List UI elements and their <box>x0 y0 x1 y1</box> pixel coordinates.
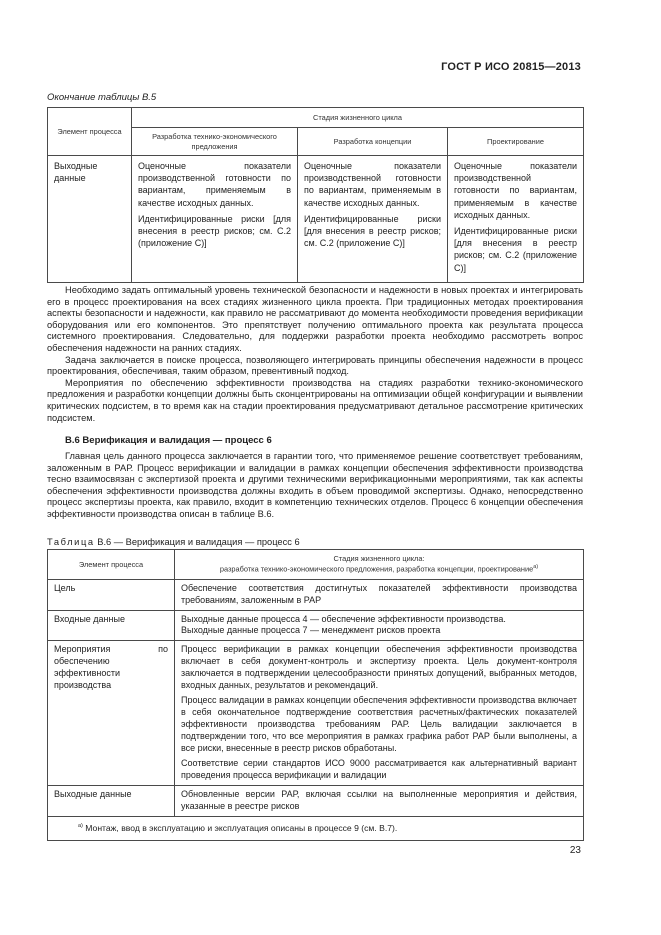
table-b5-cell-text: Идентифицированные риски [для внесения в реестр рисков; см. С.2 (приложение С)] <box>138 213 291 249</box>
table-b5 <box>47 107 584 283</box>
table-b6-row-label: Выходные данные <box>48 785 175 816</box>
table-b5-cell-text: Идентифицированные риски [для внесения в реестр рисков; см. С.2 (приложение С)] <box>454 226 578 273</box>
table-b6-footnote <box>48 816 584 841</box>
table-b6-header-stage-title: Стадия жизненного цикла: <box>333 554 425 564</box>
table-b5-subheader: Разработка концепции <box>298 128 448 156</box>
table-b6-header-stage-sub-text: разработка технико-экономического предложения, разработка концепции, проектирование <box>219 564 534 574</box>
table-b6-cell-text: Обновленные версии РАР, включая ссылки на выполненные мероприятия и действия, указанные в реестре рисков <box>181 788 577 811</box>
table-b5-cell <box>132 156 298 283</box>
table-b5-header-stage: Стадия жизненного цикла <box>132 108 584 128</box>
table-b6-cell <box>175 785 584 816</box>
paragraph: Необходимо задать оптимальный уровень технической безопасности и надежности в новых проектах и интегрировать его в процесс проектирования на всех стадиях жизненного цикла проекта. При традиционных методах проектирования аспекты безопасности и надежности, как правило не рассматривают до момента необходимости проведения верификации оборудования или его компонентов. Это препятствует получению оптимального проекта как результата процесса системного проектирования. Следовательно, для поддержки разработки проекта необходимо рассмотреть вопрос обеспечения надежности на ранних стадиях. <box>47 285 583 353</box>
page-number: 23 <box>569 845 581 856</box>
table-b5-subheader: Разработка технико-экономического предложения <box>132 128 298 156</box>
table-b6-cell <box>175 580 584 611</box>
section-text-block <box>47 451 583 521</box>
paragraph: Мероприятия по обеспечению эффективности производства на стадиях разработки технико-экономического предложения и разработки концепции должны быть сконцентрированы на оптимизации общей конфигурации и выявлении критических подсистем, в то время как на стадии проектирования предусматривают детальное рассмотрение критических подсистем. <box>47 377 583 423</box>
table-b5-cell <box>448 156 584 283</box>
table-b5-cell-text: Идентифицированные риски [для внесения в реестр рисков; см. С.2 (приложение С)] <box>304 213 441 249</box>
table-b6-cell-text: Выходные данные процесса 4 — обеспечение эффективности производства. <box>181 613 506 624</box>
table-b6-header-stage-sub <box>181 564 577 574</box>
table-b6-row-label: Цель <box>48 580 175 611</box>
table-b6-caption-label: Таблица <box>47 537 95 547</box>
table-b6-caption-text: В.6 — Верификация и валидация — процесс 6 <box>97 537 300 547</box>
table-b6-header-element: Элемент процесса <box>48 550 175 580</box>
table-b6-cell-text: Соответствие серии стандартов ИСО 9000 рассматривается как альтернативный вариант проведения процесса верификации и валидации <box>181 758 577 781</box>
table-b5-subheader: Проектирование <box>448 128 584 156</box>
table-b5-cell-text: Оценочные показатели производственной готовности по вариантам, применяемым в качестве исходных данных. <box>304 161 441 208</box>
paragraph: Главная цель данного процесса заключается в гарантии того, что применяемое решение соответствует требованиям, заложенным в РАР. Процесс верификации и валидации в рамках концепции обеспечения эффективности производства тесно взаимосвязан с экспертизой проекта и другими техническими верификационными мероприятиями, так как аспекты обеспечения эффективности производства должны входить в объем проводимой экспертизы. Однако, непосредственно процесс экспертизы проекта, как правило, входит в компетенцию технических отделов. Процесс 6 концепции обеспечения эффективности производства описан в таблице В.6. <box>47 451 583 519</box>
paragraph: Задача заключается в поиске процесса, позволяющего интегрировать принципы обеспечения надежности в процесс проектирования, обеспечивая, таким образом, превентивный подход. <box>47 354 583 377</box>
table-b5-cell-text: Оценочные показатели производственной готовности по вариантам, применяемым в качестве исходных данных. <box>138 161 291 208</box>
table-b6-row-label: Входные данные <box>48 610 175 641</box>
table-b5-caption: Окончание таблицы В.5 <box>47 92 157 103</box>
table-b6 <box>47 549 584 841</box>
footnote-marker: а) <box>78 822 83 829</box>
footnote-marker: а) <box>533 564 539 571</box>
table-b6-row-label: Мероприятия по обеспечению эффективности производства <box>48 641 175 786</box>
table-b6-cell <box>175 610 584 641</box>
table-b5-cell <box>298 156 448 283</box>
body-text-block <box>47 285 583 424</box>
table-b6-cell-text: Процесс валидации в рамках концепции обеспечения эффективности производства включает в себя окончательное подтверждение соответствия расчетных/фактических показателей эффективности производства требованиям РАР. Цель валидации заключается в подтверждении того, что все мероприятия в рамках графика работ РАР были выполнены, а все риски, внесенные в реестр рисков обработаны. <box>181 695 577 753</box>
table-b5-header-element: Элемент процесса <box>48 108 132 156</box>
table-b6-cell-text: Обеспечение соответствия достигнутых показателей эффективности производства требованиям, заложенным в РАР <box>181 583 577 605</box>
standard-header: ГОСТ Р ИСО 20815—2013 <box>441 61 581 73</box>
section-title: В.6 Верификация и валидация — процесс 6 <box>65 435 272 446</box>
table-b6-cell-text: Выходные данные процесса 7 — менеджмент рисков проекта <box>181 625 441 636</box>
table-b5-cell-text: Оценочные показатели производственной готовности по вариантам, применяемым в качестве исходных данных. <box>454 161 578 220</box>
table-b6-caption <box>47 537 300 547</box>
table-b6-header-stage <box>175 550 584 580</box>
table-b6-cell <box>175 641 584 786</box>
table-b5-row-label: Выходные данные <box>48 156 132 283</box>
table-b6-cell-text: Процесс верификации в рамках концепции обеспечения эффективности производства включает в себя документ-контроль и экспертизу проекта. Цель документ-контроля заключается в подтверждении целесообразности принятых допущений, выбранных методов, входных данных, результатов и рекомендаций. <box>181 644 577 690</box>
footnote-text: Монтаж, ввод в эксплуатацию и эксплуатация описаны в процессе 9 (см. В.7). <box>85 822 398 833</box>
